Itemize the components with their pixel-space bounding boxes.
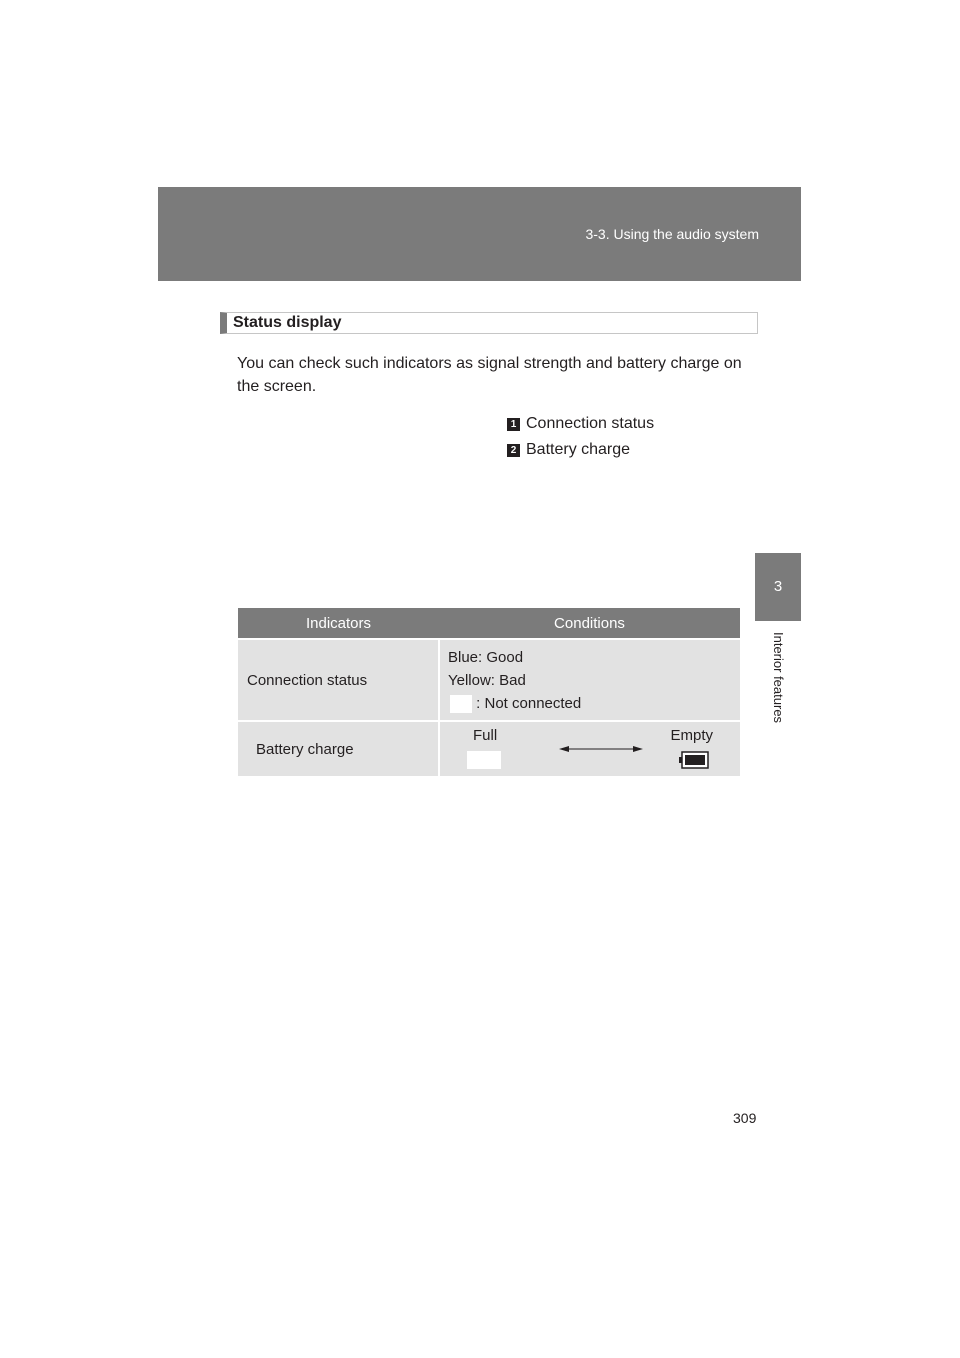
legend-item <box>507 411 654 437</box>
battery-empty-label: Empty <box>670 727 713 744</box>
section-title: Status display <box>233 314 342 331</box>
indicator-battery: Battery charge <box>238 721 439 776</box>
chapter-tab: 3 <box>755 553 801 621</box>
table-row <box>238 639 740 721</box>
indicator-connection: Connection status <box>238 639 439 721</box>
condition-not-connected: : Not connected <box>476 694 582 712</box>
indicators-table <box>238 608 740 776</box>
battery-full-icon <box>467 751 501 769</box>
double-arrow-icon <box>559 743 643 755</box>
legend-label: Connection status <box>526 415 655 432</box>
header-conditions: Conditions <box>439 608 740 639</box>
legend-number-1: 1 <box>507 418 520 431</box>
page-number: 309 <box>733 1110 757 1126</box>
not-connected-icon <box>450 695 472 713</box>
condition-not-connected-row <box>448 692 740 715</box>
table-header-row <box>238 608 740 639</box>
legend-item <box>507 437 654 463</box>
intro-paragraph: You can check such indicators as signal strength and battery charge on the screen. <box>237 355 742 395</box>
section-header: 3-3. Using the audio system <box>585 226 759 242</box>
header-indicators: Indicators <box>238 608 439 639</box>
battery-full-label: Full <box>473 727 498 744</box>
conditions-battery <box>439 721 740 776</box>
table-row <box>238 721 740 776</box>
battery-scale <box>441 723 739 775</box>
section-heading-bar <box>220 312 758 334</box>
legend <box>507 411 654 463</box>
legend-number-2: 2 <box>507 444 520 457</box>
header-band <box>158 187 801 281</box>
chapter-label: Interior features <box>771 632 786 724</box>
battery-empty-icon <box>679 751 709 769</box>
legend-label: Battery charge <box>526 441 631 458</box>
condition-bad: Yellow: Bad <box>448 671 526 689</box>
condition-good: Blue: Good <box>448 648 524 666</box>
conditions-connection <box>439 639 740 721</box>
